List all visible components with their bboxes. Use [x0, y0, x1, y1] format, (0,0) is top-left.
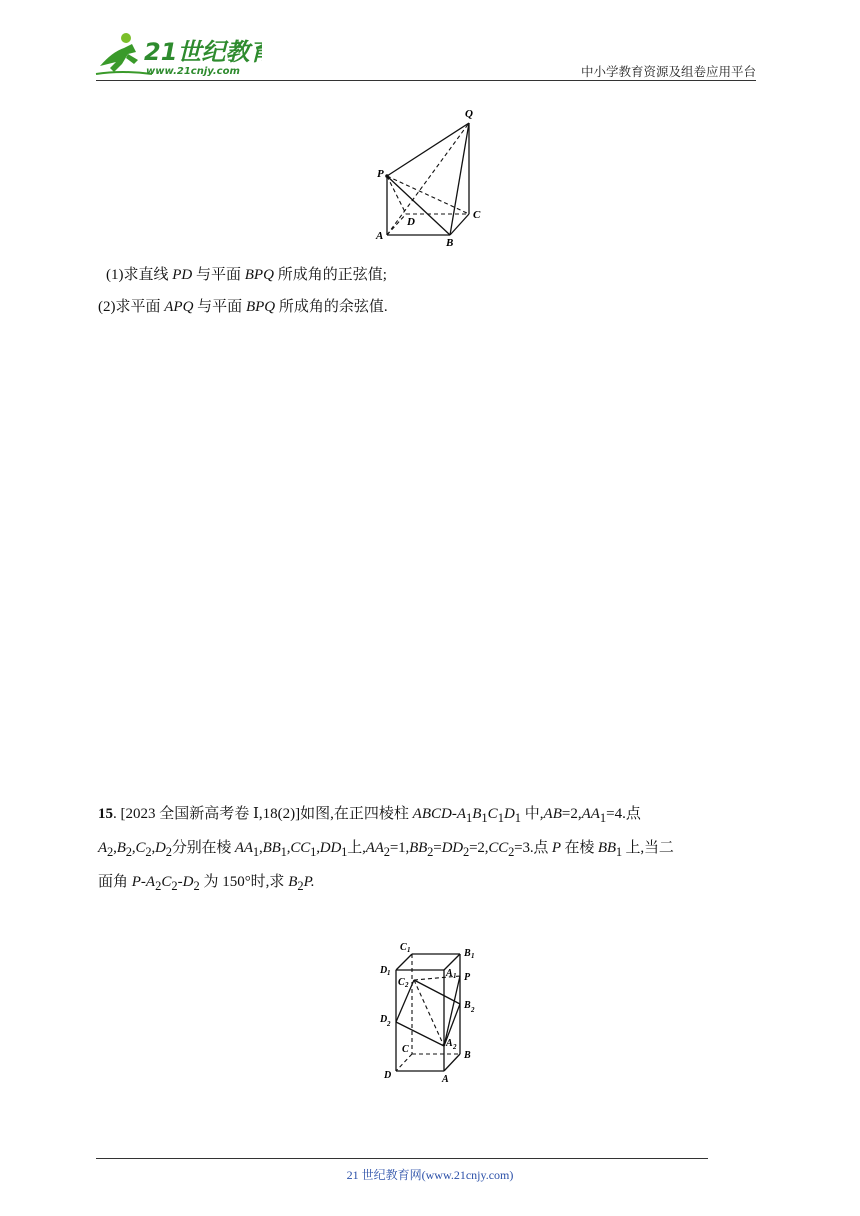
logo-runner-icon: [92, 30, 262, 80]
label-d1: D: [380, 965, 388, 976]
label-c: C: [473, 209, 481, 221]
label-b1: B: [464, 948, 471, 959]
label-a2: A: [446, 1038, 453, 1049]
label-b2: B: [464, 1000, 471, 1011]
svg-text:2: 2: [387, 1020, 391, 1028]
footer-divider: [96, 1158, 708, 1159]
site-logo: [92, 30, 262, 80]
label-b: B: [446, 237, 454, 249]
q15-line3: 面角 $P-A_2C_2-D_2$ 为 150°时,求 $B_2P$.: [98, 874, 315, 893]
figure-square-prism: [372, 936, 492, 1086]
label-a: A: [376, 230, 384, 242]
footer-link[interactable]: 21 世纪教育网(www.21cnjy.com): [346, 1168, 514, 1182]
label-c: C: [402, 1044, 409, 1055]
q14-part2: (2)求平面 APQ 与平面 BPQ 所成角的余弦值.: [98, 299, 388, 315]
label-c2: C: [398, 977, 405, 988]
q15-line1: 15. [2023 全国新高考卷 Ⅰ,18(2)]如图,在正四棱柱 ABCD-$A_1B_1C_1D_1$ 中$,AB=2,AA_1=4$.点: [98, 806, 641, 825]
figure-prism-pq: [370, 104, 500, 250]
label-a: A: [442, 1074, 449, 1085]
svg-text:www.21cnjy.com: www.21cnjy.com: [146, 66, 240, 77]
svg-text:2: 2: [471, 1006, 475, 1014]
label-p: P: [377, 168, 384, 180]
q14-part1: (1)求直线 PD 与平面 BPQ 所成角的正弦值;: [106, 267, 387, 283]
header-tagline: 中小学教育资源及组卷应用平台: [580, 64, 756, 79]
svg-text:2: 2: [453, 1043, 457, 1051]
svg-text:1: 1: [387, 969, 391, 977]
svg-text:21世纪教育: 21世纪教育: [144, 38, 262, 66]
q15-line2: $A_2,B_2,C_2,D_2$分别在棱 $AA_1,BB_1,CC_1,DD_1$上$,AA_2=1,BB_2=DD_2=2,CC_2=3$.点 P 在棱 $BB_1$ 上,当二: [98, 840, 674, 859]
svg-text:1: 1: [471, 952, 475, 960]
svg-text:2: 2: [405, 981, 409, 989]
label-p: P: [464, 972, 471, 983]
label-b: B: [464, 1050, 471, 1061]
label-d2: D: [380, 1014, 388, 1025]
label-a1: A: [446, 968, 453, 979]
svg-text:1: 1: [453, 972, 457, 980]
label-q: Q: [465, 108, 473, 120]
label-c1: C: [400, 942, 407, 953]
svg-text:1: 1: [407, 946, 411, 954]
label-d: D: [407, 216, 415, 228]
header-divider: [96, 80, 756, 81]
label-d: D: [384, 1070, 392, 1081]
